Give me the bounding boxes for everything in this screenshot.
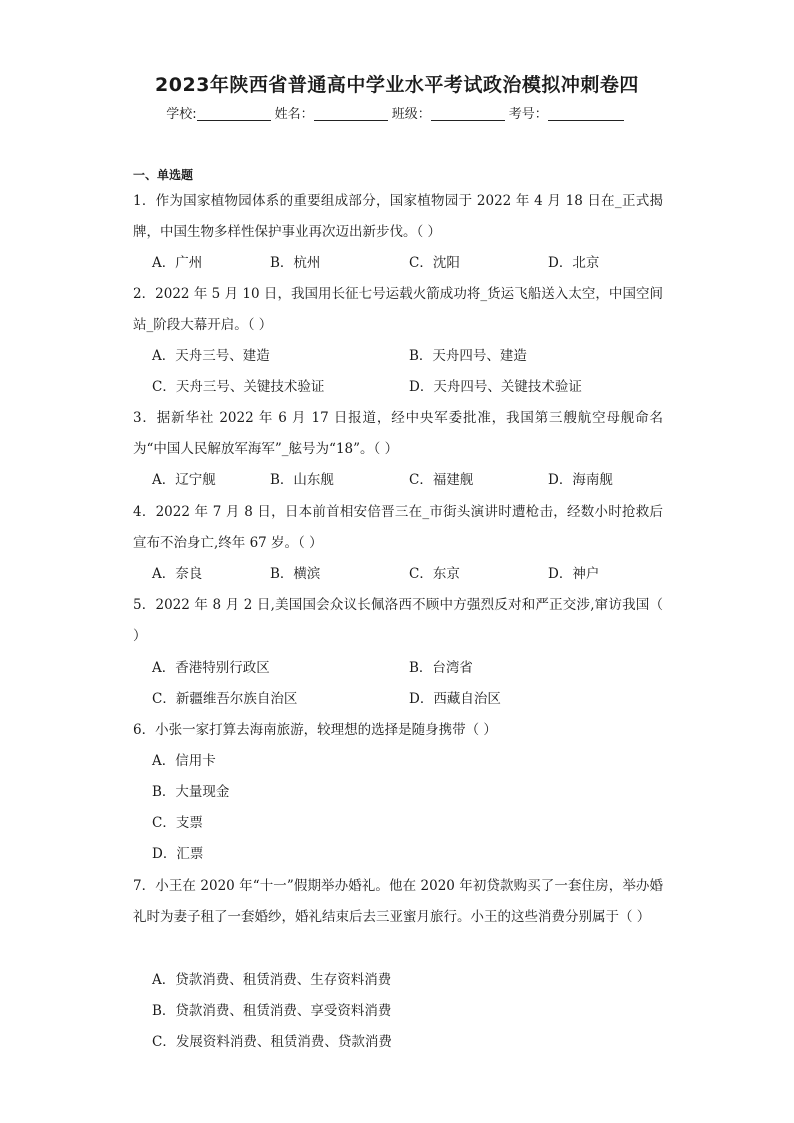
student-info-row [0, 103, 794, 122]
option-row [152, 777, 662, 808]
option-row [152, 746, 662, 777]
school-blank [197, 106, 271, 121]
option-c: C．沈阳 [409, 255, 460, 271]
option-c: C．东京 [409, 566, 460, 582]
option-row [152, 559, 662, 590]
option-d: D．天舟四号、关键技术验证 [409, 379, 582, 395]
question-stem: 3．据新华社 2022 年 6 月 17 日报道，经中央军委批准，我国第三艘航空母舰命名为“中国人民解放军海军”_舷号为“18”。（ ） [133, 410, 663, 457]
class-label: 班级： [391, 107, 431, 122]
school-label: 学校: [166, 107, 197, 122]
class-blank [431, 106, 505, 121]
option-c: C．新疆维吾尔族自治区 [152, 691, 298, 707]
option-a: A．奈良 [152, 566, 203, 582]
option-row [152, 1027, 662, 1058]
option-d: D．北京 [548, 255, 600, 271]
question-stem: 6．小张一家打算去海南旅游，较理想的选择是随身携带（ ） [133, 722, 497, 738]
option-row [152, 465, 662, 496]
exam-no-label: 考号： [508, 107, 548, 122]
option-row [152, 808, 662, 839]
option-b: B．大量现金 [152, 784, 230, 800]
option-row [152, 248, 662, 279]
option-b: B．杭州 [270, 255, 321, 271]
question-stem: 7．小王在 2020 年“十一”假期举办婚礼。他在 2020 年初贷款购买了一套住房，举办婚礼时为妻子租了一套婚纱，婚礼结束后去三亚蜜月旅行。小王的这些消费分别属于（ ） [133, 878, 663, 925]
question-stem: 1．作为国家植物园体系的重要组成部分，国家植物园于 2022 年 4 月 18 日在_正式揭牌，中国生物多样性保护事业再次迈出新步伐。（ ） [133, 193, 663, 240]
option-c: C．支票 [152, 815, 203, 831]
option-d: D．神户 [548, 566, 600, 582]
option-row [152, 839, 662, 870]
option-row [152, 653, 662, 684]
option-c: C．天舟三号、关键技术验证 [152, 379, 325, 395]
question-stem: 4．2022 年 7 月 8 日，日本前首相安倍晋三在_市街头演讲时遭枪击，经数小时抢救后宣布不治身亡,终年 67 岁。（ ） [133, 504, 663, 551]
exam-title: 2023年陕西省普通高中学业水平考试政治模拟冲刺卷四 [155, 74, 639, 96]
option-b: B．台湾省 [409, 660, 473, 676]
section-title: 一、单选题 [133, 168, 194, 182]
option-d: D．海南舰 [548, 472, 613, 488]
name-blank [314, 106, 388, 121]
option-a: A．天舟三号、建造 [152, 348, 270, 364]
option-c: C．发展资料消费、租赁消费、贷款消费 [152, 1034, 392, 1050]
option-b: B．天舟四号、建造 [409, 348, 527, 364]
question-stem: 2．2022 年 5 月 10 日，我国用长征七号运载火箭成功将_货运飞船送入太空，中国空间站_阶段大幕开启。（ ） [133, 286, 663, 333]
option-a: A．贷款消费、租赁消费、生存资料消费 [152, 972, 392, 988]
option-b: B．横滨 [270, 566, 321, 582]
name-label: 姓名： [274, 107, 314, 122]
option-row [152, 341, 662, 372]
option-row [152, 965, 662, 996]
option-b: B．山东舰 [270, 472, 334, 488]
option-d: D．汇票 [152, 846, 204, 862]
option-a: A．广州 [152, 255, 203, 271]
option-a: A．辽宁舰 [152, 472, 216, 488]
option-a: A．信用卡 [152, 753, 216, 769]
option-a: A．香港特别行政区 [152, 660, 270, 676]
option-row [152, 372, 662, 403]
option-c: C．福建舰 [409, 472, 474, 488]
option-d: D．西藏自治区 [409, 691, 501, 707]
option-row [152, 996, 662, 1027]
question-stem: 5．2022 年 8 月 2 日,美国国会众议长佩洛西不顾中方强烈反对和严正交涉,窜访我国（ ） [133, 597, 663, 644]
exam-no-blank [548, 106, 624, 121]
option-row [152, 684, 662, 715]
option-b: B．贷款消费、租赁消费、享受资料消费 [152, 1003, 392, 1019]
